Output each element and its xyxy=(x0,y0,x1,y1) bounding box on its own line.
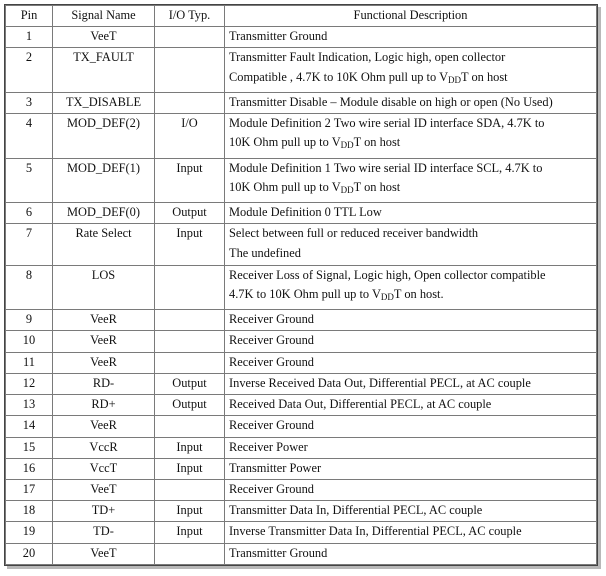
pin-table-frame xyxy=(4,4,598,566)
functional-description xyxy=(225,543,597,564)
functional-description xyxy=(225,331,597,352)
description-line: Receiver Power xyxy=(229,439,308,454)
pin-number: 18 xyxy=(6,501,53,522)
description-line: 10K Ohm pull up to $V_{DD}T$ on host xyxy=(229,180,401,195)
functional-description xyxy=(225,501,597,522)
signal-name: MOD_DEF(2) xyxy=(53,113,155,158)
description-line: Transmitter Ground xyxy=(229,29,328,43)
description-line: Receiver Ground xyxy=(229,333,314,348)
io-type xyxy=(155,310,225,331)
description-line: Transmitter Data In, Differential PECL, AC couple xyxy=(229,503,483,518)
table-row xyxy=(6,458,597,479)
pin-number: 16 xyxy=(6,458,53,479)
io-type xyxy=(155,27,225,48)
table-row xyxy=(6,224,597,265)
table-row xyxy=(6,310,597,331)
table-row xyxy=(6,437,597,458)
description-line: Transmitter Ground xyxy=(229,545,328,560)
io-type xyxy=(155,331,225,352)
functional-description xyxy=(225,373,597,394)
functional-description xyxy=(225,92,597,113)
table-row xyxy=(6,479,597,500)
table-row xyxy=(6,48,597,93)
pin-number: 15 xyxy=(6,437,53,458)
description-line: Inverse Received Data Out, Differential PECL, at AC couple xyxy=(229,375,531,390)
functional-description xyxy=(225,395,597,416)
signal-name: TD+ xyxy=(53,501,155,522)
description-line: Module Definition 2 Two wire serial ID interface SDA, 4.7K to xyxy=(229,115,545,130)
pin-number: 11 xyxy=(6,352,53,373)
signal-name: TX_FAULT xyxy=(53,48,155,93)
header-io-type: I/O Typ. xyxy=(155,6,225,27)
io-type xyxy=(155,416,225,437)
io-type xyxy=(155,92,225,113)
table-row xyxy=(6,543,597,564)
pin-number: 2 xyxy=(6,48,53,93)
functional-description xyxy=(225,265,597,310)
description-line: Receiver Ground xyxy=(229,481,314,496)
signal-name: MOD_DEF(1) xyxy=(53,158,155,203)
description-line: Inverse Transmitter Data In, Differential PECL, AC couple xyxy=(229,524,522,539)
functional-description xyxy=(225,158,597,203)
table-header-row xyxy=(6,6,597,27)
description-line: Transmitter Power xyxy=(229,460,322,475)
description-line: The undefined xyxy=(229,245,301,260)
pin-number: 5 xyxy=(6,158,53,203)
signal-name: MOD_DEF(0) xyxy=(53,203,155,224)
pin-number: 10 xyxy=(6,331,53,352)
functional-description xyxy=(225,203,597,224)
pin-number: 6 xyxy=(6,203,53,224)
table-row xyxy=(6,203,597,224)
io-type: Input xyxy=(155,501,225,522)
pin-number: 4 xyxy=(6,113,53,158)
pin-number: 1 xyxy=(6,27,53,48)
signal-name: VccR xyxy=(53,437,155,458)
description-line: Received Data Out, Differential PECL, at AC couple xyxy=(229,397,492,412)
table-row xyxy=(6,113,597,158)
pin-number: 14 xyxy=(6,416,53,437)
signal-name: RD+ xyxy=(53,395,155,416)
functional-description xyxy=(225,458,597,479)
signal-name: TD- xyxy=(53,522,155,543)
description-line: Receiver Ground xyxy=(229,354,314,369)
table-row xyxy=(6,373,597,394)
functional-description xyxy=(225,224,597,265)
signal-name: TX_DISABLE xyxy=(53,92,155,113)
description-line: Select between full or reduced receiver bandwidth xyxy=(229,226,479,241)
io-type: Output xyxy=(155,203,225,224)
signal-name: VeeT xyxy=(53,479,155,500)
functional-description xyxy=(225,416,597,437)
description-line: Transmitter Disable – Module disable on high or open (No Used) xyxy=(229,94,553,109)
pin-number: 13 xyxy=(6,395,53,416)
header-signal-name: Signal Name xyxy=(53,6,155,27)
pin-number: 12 xyxy=(6,373,53,394)
table-row xyxy=(6,395,597,416)
description-line: Compatible , 4.7K to 10K Ohm pull up to $V_{DD}T$ on host xyxy=(229,69,508,85)
pin-number: 19 xyxy=(6,522,53,543)
description-line: Transmitter Fault Indication, Logic high, open collector xyxy=(229,50,506,65)
io-type xyxy=(155,543,225,564)
pin-description-table xyxy=(5,5,597,565)
signal-name: VeeR xyxy=(53,352,155,373)
io-type: Input xyxy=(155,522,225,543)
functional-description xyxy=(225,437,597,458)
functional-description xyxy=(225,310,597,331)
functional-description xyxy=(225,48,597,93)
signal-name: LOS xyxy=(53,265,155,310)
description-line: Receiver Loss of Signal, Logic high, Open collector compatible xyxy=(229,267,546,282)
io-type xyxy=(155,352,225,373)
table-row xyxy=(6,352,597,373)
table-body xyxy=(6,27,597,565)
header-pin: Pin xyxy=(6,6,53,27)
description-line: Module Definition 1 Two wire serial ID interface SCL, 4.7K to xyxy=(229,160,543,175)
table-row xyxy=(6,416,597,437)
functional-description xyxy=(225,352,597,373)
io-type xyxy=(155,479,225,500)
io-type xyxy=(155,265,225,310)
io-type: Input xyxy=(155,437,225,458)
table-row xyxy=(6,27,597,48)
table-row xyxy=(6,522,597,543)
signal-name: VccT xyxy=(53,458,155,479)
pin-number: 9 xyxy=(6,310,53,331)
signal-name: VeeT xyxy=(53,27,155,48)
functional-description xyxy=(225,522,597,543)
io-type: Input xyxy=(155,458,225,479)
functional-description xyxy=(225,113,597,158)
description-line: 4.7K to 10K Ohm pull up to $V_{DD}T$ on host. xyxy=(229,287,444,303)
table-row xyxy=(6,92,597,113)
signal-name: VeeR xyxy=(53,310,155,331)
pin-number: 7 xyxy=(6,224,53,265)
table-row xyxy=(6,158,597,203)
table-row xyxy=(6,331,597,352)
signal-name: VeeT xyxy=(53,543,155,564)
description-line: Receiver Ground xyxy=(229,418,314,433)
functional-description xyxy=(225,27,597,48)
table-row xyxy=(6,265,597,310)
description-line: 10K Ohm pull up to $V_{DD}T$ on host xyxy=(229,135,401,151)
pin-number: 3 xyxy=(6,92,53,113)
pin-number: 20 xyxy=(6,543,53,564)
signal-name: RD- xyxy=(53,373,155,394)
pin-number: 17 xyxy=(6,479,53,500)
signal-name: VeeR xyxy=(53,331,155,352)
table-row xyxy=(6,501,597,522)
pin-number: 8 xyxy=(6,265,53,310)
io-type: Output xyxy=(155,373,225,394)
description-line: Module Definition 0 TTL Low xyxy=(229,205,382,220)
io-type xyxy=(155,48,225,93)
signal-name: Rate Select xyxy=(53,224,155,265)
description-line: Receiver Ground xyxy=(229,312,314,327)
io-type: Input xyxy=(155,224,225,265)
signal-name: VeeR xyxy=(53,416,155,437)
header-functional-description: Functional Description xyxy=(225,6,597,27)
functional-description xyxy=(225,479,597,500)
io-type: Output xyxy=(155,395,225,416)
io-type: I/O xyxy=(155,113,225,158)
io-type: Input xyxy=(155,158,225,203)
